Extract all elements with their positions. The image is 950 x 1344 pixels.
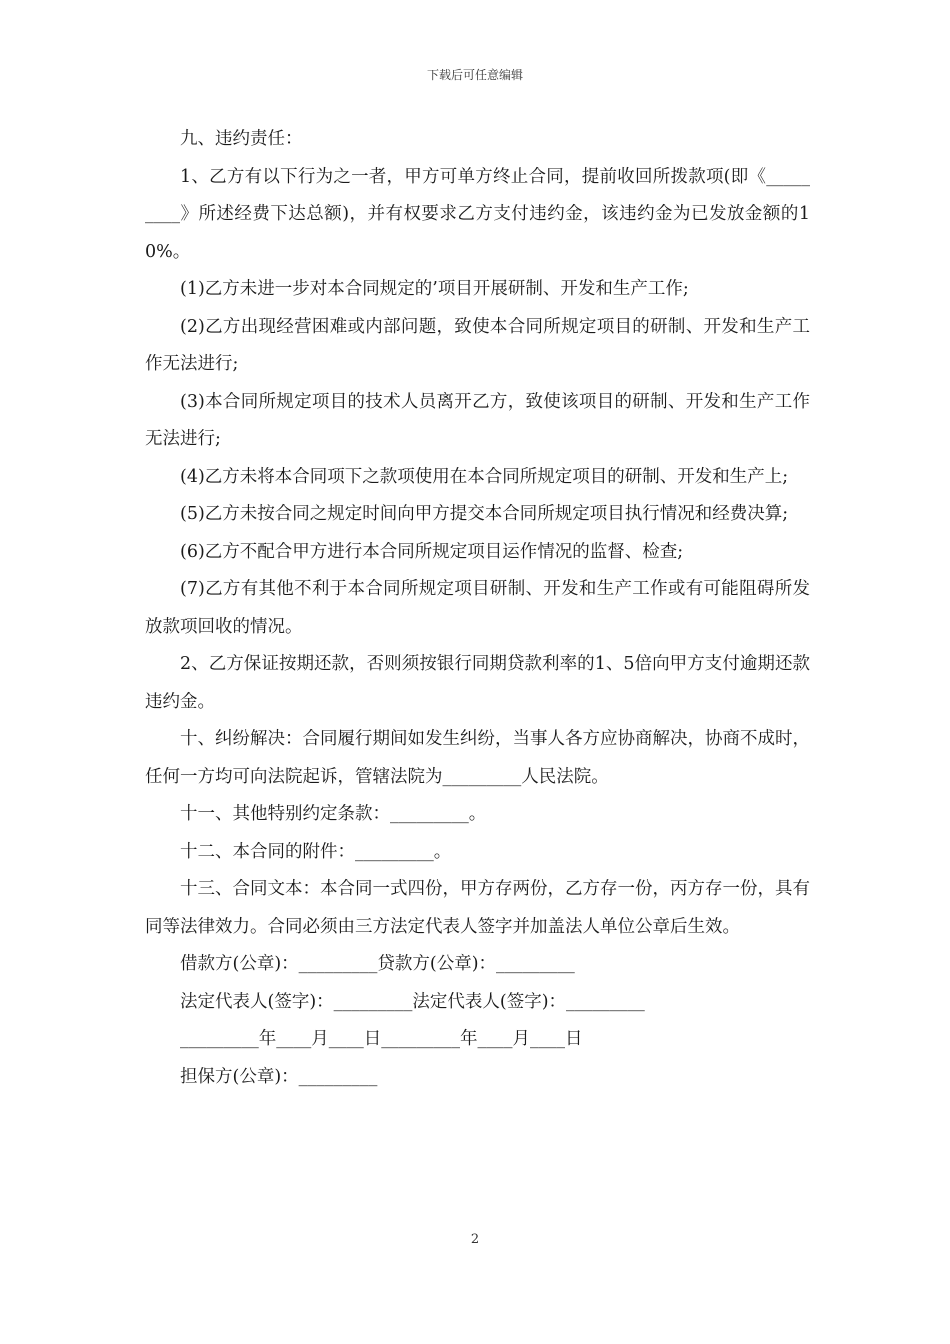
section-attachments: 十二、本合同的附件：_________。 — [180, 841, 452, 862]
section-dispute-resolution: 十、纠纷解决：合同履行期间如发生纠纷，当事人各方应协商解决，协商不成时，任何一方均可向法院起诉，管辖法院为_________人民法院。 — [145, 729, 810, 787]
clause-1-item-6: (6)乙方不配合甲方进行本合同所规定项目运作情况的监督、检查; — [180, 541, 684, 562]
signature-line-guarantor: 担保方(公章)：_________ — [180, 1066, 378, 1087]
clause-1-item-1: (1)乙方未进一步对本合同规定的’项目开展研制、开发和生产工作; — [180, 279, 689, 299]
clause-1-item-4: (4)乙方未将本合同项下之款项使用在本合同所规定项目的研制、开发和生产上; — [180, 466, 789, 487]
clause-1-item-7: (7)乙方有其他不利于本合同所规定项目研制、开发和生产工作或有可能阻碍所发放款项回收的情况。 — [145, 579, 810, 637]
clause-1-item-5: (5)乙方未按合同之规定时间向甲方提交本合同所规定项目执行情况和经费决算; — [180, 504, 789, 524]
signature-line-dates: _________年____月____日_________年____月____日 — [180, 1029, 583, 1049]
section-special-terms: 十一、其他特别约定条款：_________。 — [180, 804, 487, 824]
page-number: 2 — [470, 1232, 480, 1247]
page-header: 下载后可任意编辑 — [426, 68, 523, 82]
clause-1: 1、乙方有以下行为之一者，甲方可单方终止合同，提前收回所拨款项(即《_________》所述经费下达总额)，并有权要求乙方支付违约金，该违约金为已发放金额的10%。 — [145, 166, 810, 262]
clause-1-item-2: (2)乙方出现经营困难或内部问题，致使本合同所规定项目的研制、开发和生产工作无法进行; — [145, 316, 810, 374]
signature-line-representatives: 法定代表人(签字)：_________法定代表人(签字)：_________ — [180, 991, 645, 1012]
clause-1-item-3: (3)本合同所规定项目的技术人员离开乙方，致使该项目的研制、开发和生产工作无法进行; — [145, 391, 810, 449]
document-body — [145, 121, 810, 1096]
signature-line-seals: 借款方(公章)：_________贷款方(公章)：_________ — [180, 954, 575, 974]
section-contract-copies: 十三、合同文本：本合同一式四份，甲方存两份，乙方存一份，丙方存一份，具有同等法律效力。合同必须由三方法定代表人签字并加盖法人单位公章后生效。 — [145, 879, 810, 937]
section-heading-liability: 九、违约责任： — [180, 129, 303, 149]
clause-2: 2、乙方保证按期还款，否则须按银行同期贷款利率的1、5倍向甲方支付逾期还款违约金。 — [145, 654, 810, 712]
